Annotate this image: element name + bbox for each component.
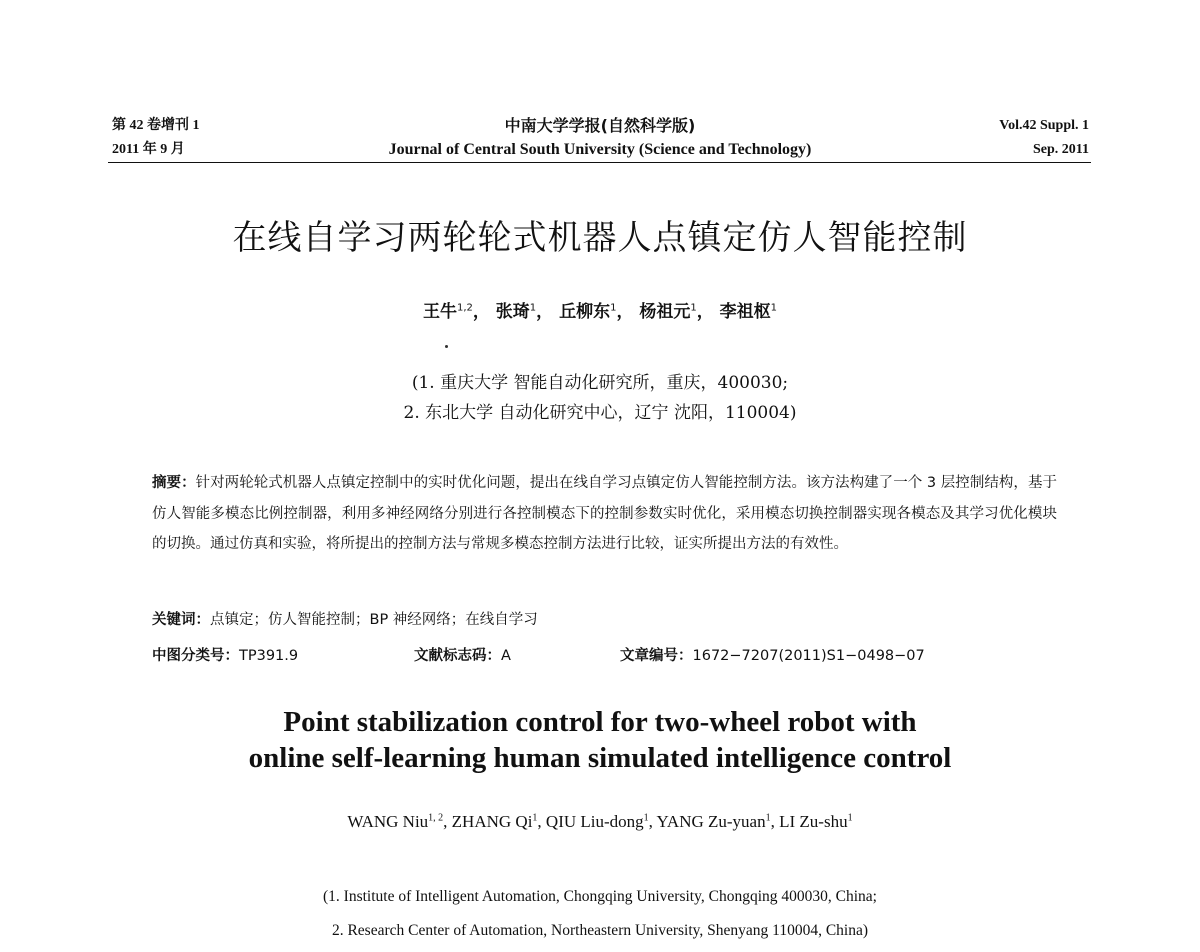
author-list-en: WANG Niu$^{1, 2}$, ZHANG Qi$^1$, QIU Liu-dong$^1$, YANG Zu-yuan$^1$, LI Zu-shu$^1$ — [347, 812, 853, 831]
author-affiliation-mark: 1,2 — [456, 302, 473, 314]
publication-date-cn: 2011 年 9 月 — [112, 142, 185, 157]
author-name: 王牛 — [422, 302, 457, 322]
affiliations-en — [0, 880, 1200, 948]
keywords-label: 关键词： — [152, 612, 210, 628]
article-number-label: 文章编号： — [620, 648, 693, 664]
header-rule — [108, 162, 1091, 163]
paper-title-en-line2: online self-learning human simulated intelligence control — [248, 742, 952, 774]
document-code-label: 文献标志码： — [414, 648, 501, 664]
author-affiliation-mark: 1 — [690, 302, 697, 314]
affiliations-cn — [0, 368, 1200, 428]
publication-date-en: Sep. 2011 — [1032, 142, 1089, 157]
author-name: 张琦 — [495, 302, 530, 322]
keywords-cn — [152, 608, 538, 629]
journal-volume-info-en — [999, 114, 1089, 162]
author-affiliation-mark: 1, 2 — [428, 812, 444, 824]
clc-label: 中图分类号： — [152, 648, 239, 664]
author-name: ZHANG Qi — [451, 812, 533, 831]
article-number — [620, 644, 925, 665]
article-number-value: 1672−7207(2011)S1−0498−07 — [692, 648, 925, 664]
author-affiliation-mark: 1 — [765, 812, 771, 824]
affiliation-line: 2. 东北大学 自动化研究中心，辽宁 沈阳，110004) — [403, 403, 797, 423]
author-affiliation-mark: 1 — [770, 302, 778, 314]
author-name: WANG Niu — [347, 812, 429, 831]
paper-title-en — [0, 704, 1200, 776]
author-list-cn: 王牛$^{1,2}$， 张琦$^1$， 丘柳东$^1$， 杨祖元$^1$， 李祖枢$^1$ — [422, 302, 778, 322]
author-name: 李祖枢 — [719, 302, 771, 322]
journal-name-cn: 中南大学学报(自然科学版) — [504, 116, 696, 135]
author-affiliation-mark: 1 — [610, 302, 617, 314]
affiliation-line: (1. Institute of Intelligent Automation, Chongqing University, Chongqing 400030, China; — [323, 888, 877, 905]
volume-supplement: Vol.42 Suppl. 1 — [999, 118, 1089, 133]
abstract-text: 针对两轮轮式机器人点镇定控制中的实时优化问题，提出在线自学习点镇定仿人智能控制方法。该方法构建了一个 3 层控制结构，基于仿人智能多模态比例控制器，利用多神经网络分别进行各控制模态下的控制参数实时优化，采用模态切换控制器实现各模态及其学习优化模块的切换。通过仿真和实验，将所提出的控制方法与常规多模态控制方法进行比较，证实所提出方法的有效性。 — [152, 475, 1057, 552]
document-code-value: A — [501, 648, 511, 664]
document-code — [414, 644, 511, 665]
clc-number — [152, 644, 298, 665]
clc-value: TP391.9 — [239, 648, 299, 664]
author-name: 丘柳东 — [559, 302, 611, 322]
author-name: 杨祖元 — [639, 302, 691, 322]
keywords-text: 点镇定；仿人智能控制；BP 神经网络；在线自学习 — [210, 612, 538, 628]
author-affiliation-mark: 1 — [532, 812, 538, 824]
author-name: LI Zu-shu — [779, 812, 848, 831]
author-name: YANG Zu-yuan — [656, 812, 766, 831]
abstract-cn — [152, 468, 1057, 560]
paper-title-en-line1: Point stabilization control for two-wheel robot with — [283, 706, 917, 738]
volume-issue: 第 42 卷增刊 1 — [112, 118, 200, 133]
journal-name-en: Journal of Central South University (Science and Technology) — [388, 141, 812, 158]
author-affiliation-mark: 1 — [529, 302, 537, 314]
affiliation-line: 2. Research Center of Automation, Northeastern University, Shenyang 110004, China) — [331, 922, 869, 939]
paper-title-cn: 在线自学习两轮轮式机器人点镇定仿人智能控制 — [232, 218, 968, 258]
author-name: QIU Liu-dong — [545, 812, 644, 831]
abstract-label: 摘要： — [152, 475, 196, 491]
scan-speck — [445, 345, 448, 348]
author-affiliation-mark: 1 — [643, 812, 649, 824]
affiliation-line: (1. 重庆大学 智能自动化研究所，重庆，400030; — [411, 373, 789, 393]
author-affiliation-mark: 1 — [847, 812, 853, 824]
